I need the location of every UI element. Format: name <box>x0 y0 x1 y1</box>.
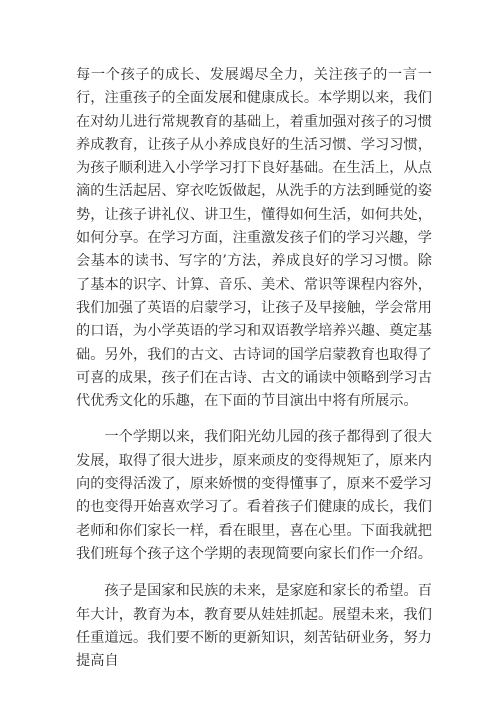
document-body <box>76 64 432 673</box>
paragraph-1: 每一个孩子的成长、发展竭尽全力，关注孩子的一言一行，注重孩子的全面发展和健康成长。本学期以来，我们在对幼儿进行常规教育的基础上，着重加强对孩子的习惯养成教育，让孩子从小养成良好的生活习惯、学习习惯，为孩子顺利进入小学学习打下良好基础。在生活上，从点滴的生活起居、穿衣吃饭做起，从洗手的方法到睡觉的姿势，让孩子讲礼仪、讲卫生，懂得如何生活，如何共处，如何分享。在学习方面，注重激发孩子们的学习兴趣，学会基本的读书、写字的’方法，养成良好的学习习惯。除了基本的识字、计算、音乐、美术、常识等课程内容外，我们加强了英语的启蒙学习，让孩子及早接触，学会常用的口语，为小学英语的学习和双语教学培养兴趣、奠定基础。另外，我们的古文、古诗词的国学启蒙教育也取得了可喜的成果，孩子们在古诗、古文的诵读中领略到学习古代优秀文化的乐趣，在下面的节目演出中将有所展示。 <box>76 67 432 410</box>
paragraph-2: 一个学期以来，我们阳光幼儿园的孩子都得到了很大发展，取得了很大进步，原来顽皮的变得规矩了，原来内向的变得活泼了，原来娇惯的变得懂事了，原来不爱学习的也变得开始喜欢学习了。看着孩子们健康的成长，我们老师和你们家长一样，看在眼里，喜在心里。下面我就把我们班每个孩子这个学期的表现简要向家长们作一介绍。 <box>76 429 432 562</box>
paragraph-3: 孩子是国家和民族的未来，是家庭和家长的希望。百年大计，教育为本，教育要从娃娃抓起。展望未来，我们任重道远。我们要不断的更新知识，刻苦钻研业务，努力提高自 <box>76 583 432 670</box>
